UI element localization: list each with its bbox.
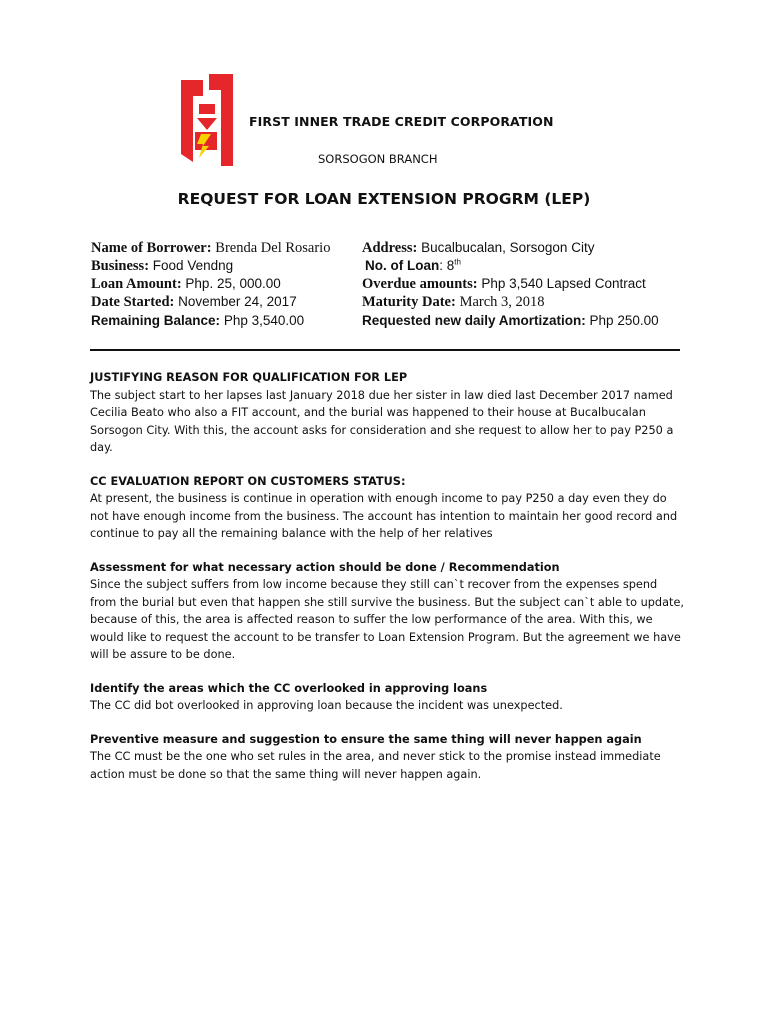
evaluation-text: At present, the business is continue in operation with enough income to pay P250 a day even they do not have enough income from the business. The account has intention to maintain her good record and continue to pay all the remaining balance with the help of her relatives: [90, 492, 678, 540]
loan-amount-label: Loan Amount:: [91, 276, 182, 292]
maturity-row: [362, 294, 545, 312]
report-body: [90, 369, 686, 799]
maturity-label: Maturity Date:: [362, 294, 456, 310]
assessment-heading: Assessment for what necessary action should be done / Recommendation: [90, 560, 560, 574]
preventive-text: The CC must be the one who set rules in the area, and never stick to the promise instead immediate action must be done so that the same thing will never happen again.: [90, 750, 661, 781]
business-value: Food Vendng: [152, 258, 234, 273]
maturity-value: March 3, 2018: [459, 294, 545, 310]
no-of-loan-label: No. of Loan: [365, 258, 440, 273]
overdue-value: Php 3,540 Lapsed Contract: [481, 276, 646, 291]
address-label: Address:: [362, 240, 418, 256]
preventive-section: [90, 731, 686, 784]
overlooked-section: [90, 680, 686, 715]
amortization-label: Requested new daily Amortization:: [362, 313, 586, 328]
no-of-loan-suffix: th: [454, 257, 461, 267]
no-of-loan-row: No. of Loan: 8th: [365, 257, 461, 273]
date-started-value: November 24, 2017: [178, 294, 297, 309]
justify-heading: JUSTIFYING REASON FOR QUALIFICATION FOR LEP: [90, 371, 408, 384]
amortization-value: Php 250.00: [589, 313, 659, 328]
assessment-section: [90, 559, 686, 664]
amortization-row: [362, 313, 659, 331]
borrower-name-value: Brenda Del Rosario: [215, 240, 331, 256]
company-name: FIRST INNER TRADE CREDIT CORPORATION: [249, 114, 554, 129]
company-logo-icon: [181, 74, 233, 166]
overdue-label: Overdue amounts:: [362, 276, 478, 292]
no-of-loan-value: 8: [446, 258, 455, 273]
business-row: [91, 258, 233, 276]
justify-text: The subject start to her lapses last January 2018 due her sister in law died last December 2017 named Cecilia Beato who also a FIT account, and the burial was happened to their house at Bucalbucalan Sorsogon City. With this, the account asks for consideration and she request to allow her to pay P250 a day.: [90, 388, 674, 454]
date-started-row: [91, 294, 297, 312]
remaining-balance-label: Remaining Balance:: [91, 313, 221, 328]
remaining-balance-value: Php 3,540.00: [223, 313, 305, 328]
borrower-name-row: [91, 240, 330, 258]
justify-section: [90, 369, 686, 457]
overlooked-heading: Identify the areas which the CC overlooked in approving loans: [90, 681, 488, 695]
loan-amount-value: Php. 25, 000.00: [185, 276, 281, 291]
overlooked-text: The CC did bot overlooked in approving loan because the incident was unexpected.: [90, 699, 563, 712]
document-title: REQUEST FOR LOAN EXTENSION PROGRM (LEP): [177, 190, 591, 208]
borrower-name-label: Name of Borrower:: [91, 240, 212, 256]
loan-amount-row: [91, 276, 281, 294]
address-value: Bucalbucalan, Sorsogon City: [421, 240, 595, 255]
evaluation-section: [90, 473, 686, 543]
section-divider: [90, 349, 680, 351]
date-started-label: Date Started:: [91, 294, 175, 310]
branch-name: SORSOGON BRANCH: [318, 152, 438, 166]
overdue-row: [362, 276, 646, 294]
preventive-heading: Preventive measure and suggestion to ensure the same thing will never happen again: [90, 732, 642, 746]
remaining-balance-row: [91, 313, 304, 331]
assessment-text: Since the subject suffers from low income because they still can`t recover from the expenses spend from the burial but even that happen she still survive the business. But the subject can`t able to update, because of this, the area is affected reason to suffer the low performance of the area. With this, we would like to request the account to be transfer to Loan Extension Program. But the agreement we have will be assure to be done.: [90, 578, 684, 661]
evaluation-heading: CC EVALUATION REPORT ON CUSTOMERS STATUS:: [90, 474, 406, 488]
business-label: Business:: [91, 258, 150, 274]
address-row: [362, 240, 594, 258]
